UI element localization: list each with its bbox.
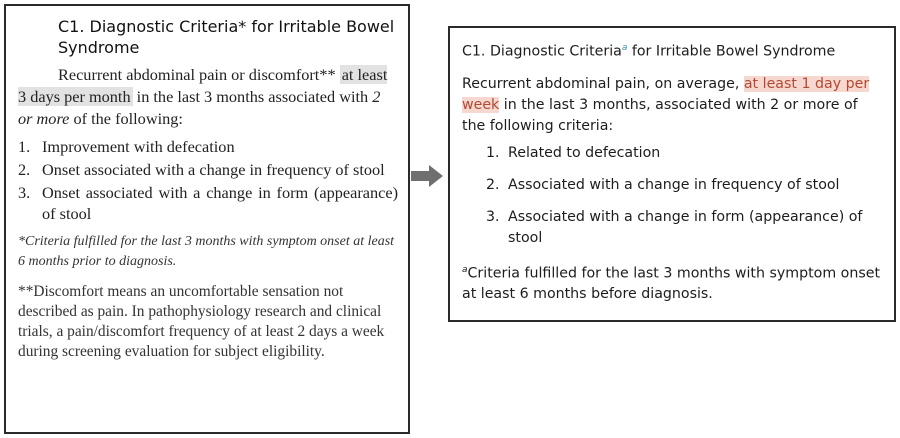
list-item	[462, 143, 884, 164]
old-intro-emphasis: 2 or more	[18, 87, 381, 128]
old-criteria-title: C1. Diagnostic Criteria* for Irritable Bowel Syndrome	[58, 17, 395, 57]
list-item-number: 3.	[18, 183, 31, 202]
new-footnote-text: Criteria fulfilled for the last 3 months with symptom onset at least 6 months before diagnosis.	[462, 265, 881, 303]
old-intro-part2: in the last 3 months associated with	[132, 87, 373, 106]
old-criteria-panel	[4, 4, 410, 434]
list-item-text: Associated with a change in frequency of stool	[508, 176, 840, 193]
new-intro-part1: Recurrent abdominal pain, on average,	[462, 75, 744, 92]
list-item	[462, 207, 884, 249]
new-footnote-superscript: a	[462, 264, 468, 275]
new-title-part1: C1. Diagnostic Criteria	[462, 43, 622, 60]
list-item-number: 1.	[486, 144, 500, 161]
list-item-text: Related to defecation	[508, 144, 661, 161]
old-criteria-list	[18, 136, 398, 224]
right-arrow-icon	[411, 165, 443, 187]
list-item-number: 2.	[486, 176, 500, 193]
new-criteria-list	[462, 143, 884, 249]
list-item-text: Improvement with defecation	[42, 137, 235, 156]
list-item-text: Associated with a change in form (appearance) of stool	[508, 208, 863, 246]
list-item-number: 1.	[18, 137, 31, 156]
new-footnote	[462, 260, 884, 306]
old-frequency-highlight: at least 3 days per month	[18, 65, 388, 106]
new-title-part2: for Irritable Bowel Syndrome	[627, 43, 836, 60]
new-title-superscript: a	[621, 43, 628, 53]
old-criteria-intro	[18, 64, 398, 130]
list-item-number: 3.	[486, 208, 500, 225]
list-item-number: 2.	[18, 160, 31, 179]
new-frequency-highlight: at least 1 day per week	[462, 75, 870, 113]
old-intro-part1: Recurrent abdominal pain or discomfort**	[58, 65, 336, 84]
old-intro-part3: of the following:	[69, 109, 183, 128]
list-item	[18, 159, 398, 180]
list-item	[18, 136, 398, 157]
new-criteria-intro	[462, 74, 884, 137]
new-criteria-title	[462, 38, 884, 62]
list-item-text: Onset associated with a change in frequency of stool	[42, 160, 385, 179]
list-item	[18, 182, 398, 224]
old-footnote-discomfort: **Discomfort means an uncomfortable sensation not described as pain. In pathophysiology research and clinical trials, a pain/discomfort frequency of at least 2 days a week during screening evaluation for subject eligibility.	[18, 283, 385, 360]
new-criteria-panel	[448, 26, 896, 322]
new-intro-part2: in the last 3 months, associated with 2 or more of the following criteria:	[462, 96, 858, 134]
list-item	[462, 175, 884, 196]
list-item-text: Onset associated with a change in form (appearance) of stool	[42, 183, 398, 223]
old-footnote-criteria: *Criteria fulfilled for the last 3 months with symptom onset at least 6 months prior to diagnosis.	[18, 234, 395, 269]
